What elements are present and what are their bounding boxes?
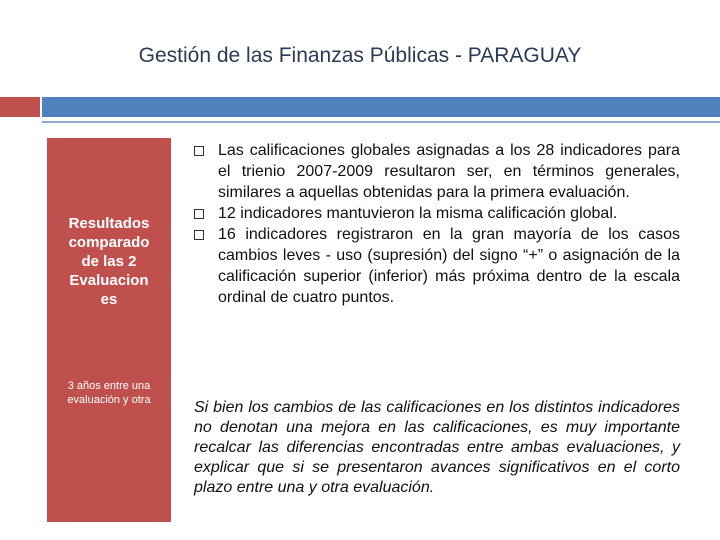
bullet-item <box>192 224 680 308</box>
sidebar-heading-line: Resultados <box>68 215 150 232</box>
slide-title: Gestión de las Finanzas Públicas - PARAGUAY <box>138 44 582 67</box>
sidebar-note-line: 3 años entre una <box>67 380 151 392</box>
sidebar-note-line: evaluación y otra <box>67 394 151 406</box>
header-divider-line <box>42 121 720 123</box>
checkbox-icon <box>194 230 204 240</box>
sidebar-panel <box>47 138 171 522</box>
checkbox-icon <box>194 146 204 156</box>
bullet-item <box>192 140 680 203</box>
bullet-item <box>192 203 680 224</box>
bullet-text: 16 indicadores registraron en la gran mayoría de los casos cambios leves - uso (supresión) del signo “+” o asignación de la calificación superior (inferior) más próxima dentro de la escala ordinal de cuatro puntos. <box>218 226 680 306</box>
sidebar-heading <box>47 214 171 309</box>
bullet-list <box>192 140 680 308</box>
sidebar-heading-line: Evaluacion <box>69 272 149 289</box>
header-accent-bar-blue <box>42 97 720 117</box>
sidebar-heading-line: de las 2 <box>81 253 137 270</box>
sidebar-heading-line: es <box>100 291 118 308</box>
bullet-text: 12 indicadores mantuvieron la misma calificación global. <box>218 205 618 222</box>
sidebar-note <box>47 379 171 407</box>
sidebar-heading-line: comparado <box>68 234 150 251</box>
closing-paragraph: Si bien los cambios de las calificaciones en los distintos indicadores no denotan una mejora en las calificaciones, es muy importante recalcar las diferencias encontradas entre ambas evaluaciones, y explicar que si se presentaron avances significativos en el corto plazo entre una y otra evaluación. <box>194 399 680 496</box>
checkbox-icon <box>194 209 204 219</box>
bullet-text: Las calificaciones globales asignadas a los 28 indicadores para el trienio 2007-2009 resultaron ser, en términos generales, similares a aquellas obtenidas para la primera evaluación. <box>218 142 680 201</box>
header-accent-bar-red <box>0 97 40 117</box>
